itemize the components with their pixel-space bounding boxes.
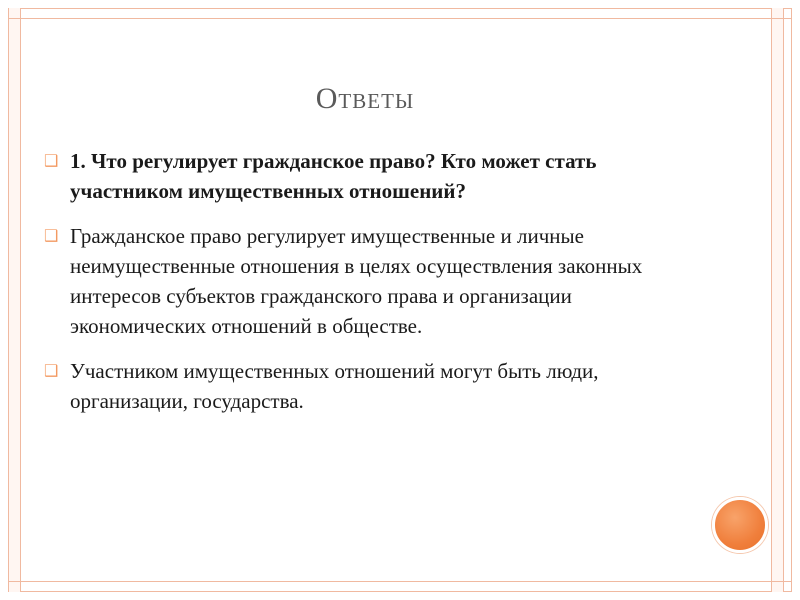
answer-text: Гражданское право регулирует имущественные и личные неимущественные отношения в целях осуществления законных интересов субъектов гражданского права и организации экономических отношений в обществе. (70, 224, 643, 338)
bullet-item (44, 221, 704, 341)
slide-title: Ответы (315, 82, 415, 115)
slide-content (44, 146, 704, 431)
frame-line-top (8, 18, 792, 19)
orange-circle-icon (712, 497, 768, 553)
square-bullet-icon: ❑ (44, 226, 59, 245)
question-text: 1. Что регулирует гражданское право? Кто может стать участником имущественных отношений? (70, 149, 597, 203)
answer-text: Участником имущественных отношений могут быть люди, организации, государства. (70, 359, 599, 413)
bullet-item (44, 356, 704, 416)
frame-line-bottom (8, 581, 792, 582)
square-bullet-icon: ❑ (44, 361, 59, 380)
square-bullet-icon: ❑ (44, 151, 59, 170)
bullet-item (44, 146, 704, 206)
frame-band-right (771, 8, 784, 592)
